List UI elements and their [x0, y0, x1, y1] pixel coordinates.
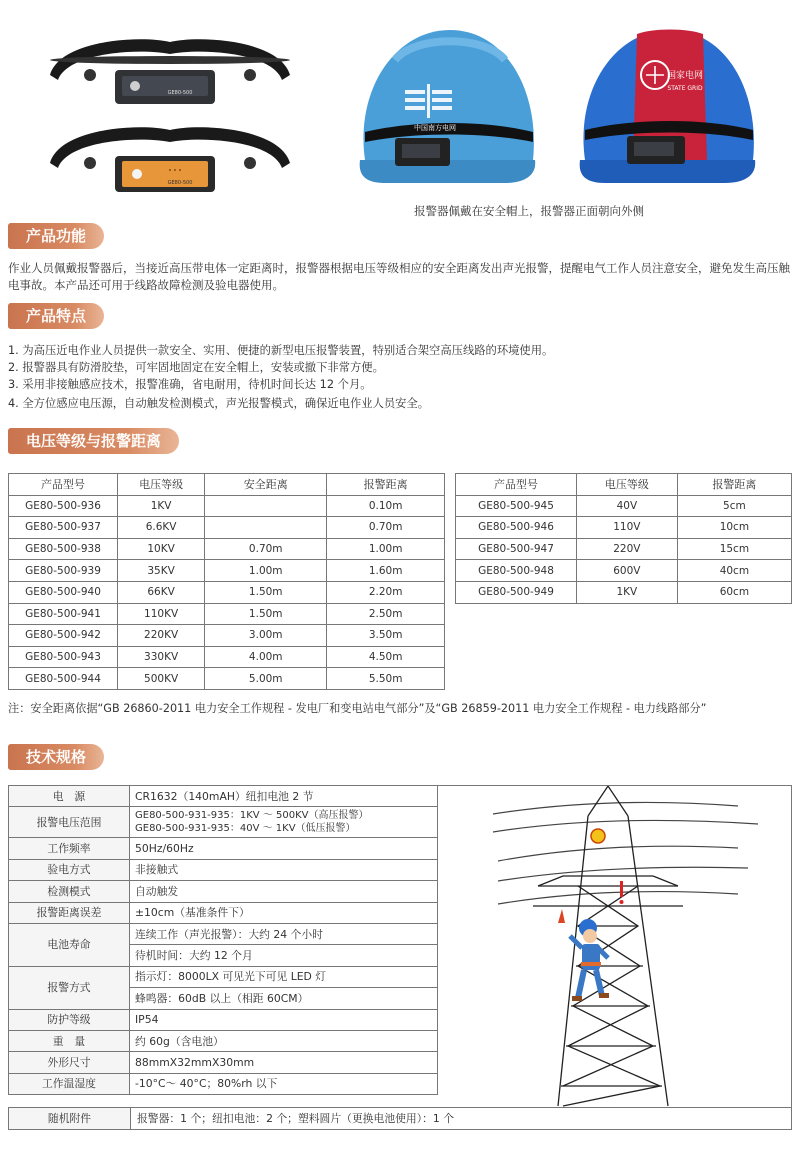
feature-item: 2. 报警器具有防滑胶垫，可牢固地固定在安全帽上，安装或撤下非常方便。 — [8, 361, 384, 374]
spec-row — [9, 902, 438, 923]
table-row — [9, 560, 445, 582]
table-row — [456, 495, 792, 517]
spec-key: 验电方式 — [9, 859, 130, 880]
spec-key: 工作频率 — [9, 838, 130, 859]
table-header: 产品型号 — [456, 474, 577, 496]
table-row — [9, 517, 445, 539]
table-cell: 220V — [576, 538, 677, 560]
helmet-light-blue — [355, 20, 540, 195]
spec-value: 报警器：1 个；纽扣电池：2 个；塑料圆片（更换电池使用）：1 个 — [137, 1112, 455, 1125]
section-header-voltage: 电压等级与报警距离 — [8, 428, 179, 454]
table-header: 安全距离 — [205, 474, 327, 496]
spec-value: 待机时间：大约 12 个月 — [130, 945, 438, 966]
spec-value: IP54 — [130, 1009, 438, 1030]
spec-value: 50Hz/60Hz — [130, 838, 438, 859]
spec-key: 报警方式 — [9, 966, 130, 1009]
headband-alarm-orange — [40, 118, 300, 198]
table-cell: 40cm — [677, 560, 791, 582]
section-header-spec: 技术规格 — [8, 744, 104, 770]
table-cell: 5.50m — [327, 668, 445, 690]
spec-value-line: GE80-500-931-935：40V ～ 1KV（低压报警） — [135, 823, 356, 835]
spec-key: 报警距离误差 — [9, 902, 130, 923]
spec-row — [9, 966, 438, 987]
spec-key: 检测模式 — [9, 881, 130, 902]
spec-row — [9, 1009, 438, 1030]
function-description: 作业人员佩戴报警器后，当接近高压带电体一定距离时，报警器根据电压等级相应的安全距离发出声光报警，提醒电气工作人员注意安全，避免发生高压触电事故。本产品还可用于线路故障检测及验电器使用。 — [8, 261, 790, 292]
table-cell: 4.00m — [205, 646, 327, 668]
table-cell: GE80-500-948 — [456, 560, 577, 582]
table-row — [9, 495, 445, 517]
table-cell: 1KV — [576, 581, 677, 603]
table-cell: 2.20m — [327, 581, 445, 603]
section-header-function: 产品功能 — [8, 223, 104, 249]
spec-value: 指示灯：8000LX 可见光下可见 LED 灯 — [130, 966, 438, 987]
spec-table — [8, 785, 438, 1095]
spec-key: 工作温湿度 — [9, 1073, 130, 1094]
spec-value: CR1632（140mAH）纽扣电池 2 节 — [130, 786, 438, 807]
spec-row — [9, 923, 438, 944]
table-cell: 10cm — [677, 517, 791, 539]
feature-item: 4. 全方位感应电压源，自动触发检测模式，声光报警模式，确保近电作业人员安全。 — [8, 397, 430, 410]
spec-illustration-frame — [438, 785, 792, 1130]
table-cell: 600V — [576, 560, 677, 582]
table-cell: 330KV — [118, 646, 205, 668]
table-row — [9, 625, 445, 647]
product-photos — [0, 0, 800, 222]
spec-row — [9, 807, 438, 838]
helmet-state-grid — [575, 20, 760, 195]
spec-value: 自动触发 — [130, 881, 438, 902]
feature-item: 1. 为高压近电作业人员提供一款安全、实用、便捷的新型电压报警装置，特别适合架空高压线路的环境使用。 — [8, 344, 554, 357]
table-cell: GE80-500-942 — [9, 625, 118, 647]
band1-screen-label: GE80-500 — [167, 90, 193, 96]
table-cell: GE80-500-944 — [9, 668, 118, 690]
spec-row — [9, 1073, 438, 1094]
table-cell: 110KV — [118, 603, 205, 625]
table-cell: 1.50m — [205, 603, 327, 625]
table-cell: 10KV — [118, 538, 205, 560]
table-header: 电压等级 — [118, 474, 205, 496]
table-row — [456, 560, 792, 582]
table-cell: GE80-500-940 — [9, 581, 118, 603]
feature-item: 3. 采用非接触感应技术，报警准确，省电耐用，待机时间长达 12 个月。 — [8, 378, 372, 391]
spec-value: 蜂鸣器：60dB 以上（相距 60CM） — [130, 988, 438, 1009]
table-cell: 1.60m — [327, 560, 445, 582]
spec-row — [9, 786, 438, 807]
table-cell: GE80-500-949 — [456, 581, 577, 603]
spec-row — [9, 1030, 438, 1051]
table-row — [9, 668, 445, 690]
table-row — [9, 538, 445, 560]
section-header-features: 产品特点 — [8, 303, 104, 329]
table-row — [456, 517, 792, 539]
table-cell: GE80-500-945 — [456, 495, 577, 517]
table-row — [9, 581, 445, 603]
table-cell: 0.70m — [205, 538, 327, 560]
spec-value: -10°C～ 40°C；80%rh 以下 — [130, 1073, 438, 1094]
table-row — [456, 538, 792, 560]
table-row — [9, 646, 445, 668]
spec-value: 88mmX32mmX30mm — [130, 1052, 438, 1073]
table-cell: 110V — [576, 517, 677, 539]
table-header: 报警距离 — [327, 474, 445, 496]
spec-value: 非接触式 — [130, 859, 438, 880]
spec-row — [9, 881, 438, 902]
helmet2-logo-cn: 国家电网 — [666, 71, 704, 81]
spec-key: 防护等级 — [9, 1009, 130, 1030]
headband-alarm-gray — [40, 30, 300, 110]
table-row — [9, 603, 445, 625]
spec-value — [130, 807, 438, 838]
spec-row — [9, 859, 438, 880]
spec-row — [9, 838, 438, 859]
voltage-table-low — [455, 473, 792, 604]
table-cell: GE80-500-936 — [9, 495, 118, 517]
table-cell: GE80-500-939 — [9, 560, 118, 582]
table-cell: 220KV — [118, 625, 205, 647]
table-cell: 66KV — [118, 581, 205, 603]
table-cell: GE80-500-946 — [456, 517, 577, 539]
table-cell — [205, 495, 327, 517]
spec-row-accessories — [8, 1107, 792, 1130]
table-cell: GE80-500-941 — [9, 603, 118, 625]
table-cell: 1.00m — [205, 560, 327, 582]
spec-key: 电池寿命 — [9, 923, 130, 966]
table-cell — [205, 517, 327, 539]
table-cell: 60cm — [677, 581, 791, 603]
spec-key: 报警电压范围 — [9, 807, 130, 838]
helmet-caption: 报警器佩戴在安全帽上，报警器正面朝向外侧 — [414, 204, 644, 218]
table-cell: GE80-500-947 — [456, 538, 577, 560]
table-header: 电压等级 — [576, 474, 677, 496]
table-cell: GE80-500-937 — [9, 517, 118, 539]
table-cell: 35KV — [118, 560, 205, 582]
spec-value: 约 60g（含电池） — [130, 1030, 438, 1051]
table-cell: GE80-500-938 — [9, 538, 118, 560]
helmet2-logo-en: STATE GRID — [667, 85, 703, 92]
table-cell: 40V — [576, 495, 677, 517]
table-cell: 3.50m — [327, 625, 445, 647]
table-cell: 5cm — [677, 495, 791, 517]
spec-value: ±10cm（基准条件下） — [130, 902, 438, 923]
table-cell: 15cm — [677, 538, 791, 560]
band2-screen-label: GE80-500 — [167, 180, 193, 186]
helmet1-logo-text: 中国南方电网 — [414, 124, 456, 132]
table-cell: 4.50m — [327, 646, 445, 668]
table-cell: 0.70m — [327, 517, 445, 539]
table-cell: 1KV — [118, 495, 205, 517]
spec-row — [9, 1052, 438, 1073]
table-cell: 1.50m — [205, 581, 327, 603]
voltage-table-high — [8, 473, 445, 690]
table-cell: 5.00m — [205, 668, 327, 690]
table-header: 产品型号 — [9, 474, 118, 496]
spec-key: 电 源 — [9, 786, 130, 807]
table-cell: 0.10m — [327, 495, 445, 517]
table-cell: GE80-500-943 — [9, 646, 118, 668]
spec-value: 连续工作（声光报警）：大约 24 个小时 — [130, 923, 438, 944]
spec-key: 重 量 — [9, 1030, 130, 1051]
table-row — [456, 581, 792, 603]
spec-value-line: GE80-500-931-935：1KV ～ 500KV（高压报警） — [135, 810, 369, 822]
table-cell: 3.00m — [205, 625, 327, 647]
lineman-on-tower-illustration — [438, 786, 790, 1108]
table-cell: 500KV — [118, 668, 205, 690]
spec-key: 外形尺寸 — [9, 1052, 130, 1073]
standard-note: 注：安全距离依据“GB 26860-2011 电力安全工作规程 - 发电厂和变电站电气部分”及“GB 26859-2011 电力安全工作规程 - 电力线路部分” — [8, 702, 707, 715]
table-cell: 2.50m — [327, 603, 445, 625]
table-cell: 1.00m — [327, 538, 445, 560]
table-header: 报警距离 — [677, 474, 791, 496]
table-cell: 6.6KV — [118, 517, 205, 539]
spec-key: 随机附件 — [9, 1108, 131, 1129]
